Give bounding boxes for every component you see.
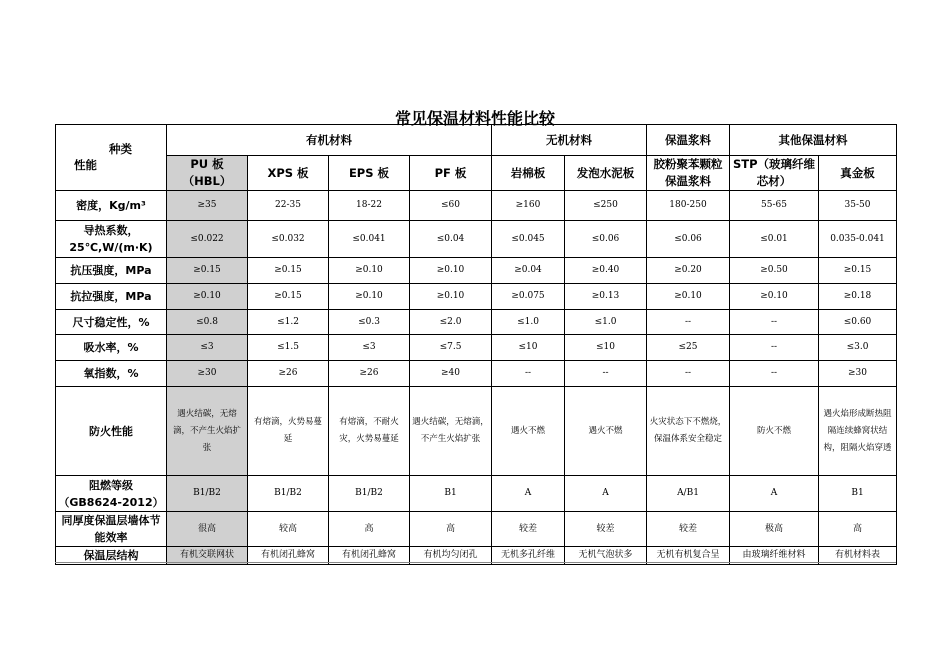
- table-cell: ≤1.0: [492, 310, 565, 335]
- table-cell: --: [565, 361, 647, 387]
- corner-header-cell: [56, 125, 167, 191]
- group-header-mortar: 保温浆料: [647, 125, 730, 156]
- table-cell: 有机材料表: [819, 547, 897, 565]
- group-header-organic: 有机材料: [167, 125, 492, 156]
- table-cell: ≥0.13: [565, 284, 647, 310]
- table-cell: --: [647, 361, 730, 387]
- table-cell: ≥40: [410, 361, 492, 387]
- table-cell: ≥0.10: [410, 258, 492, 284]
- table-cell: 较差: [492, 512, 565, 547]
- table-cell: B1: [410, 476, 492, 512]
- table-cell: ≤3: [167, 335, 248, 361]
- table-cell: 由玻璃纤维材料: [730, 547, 819, 565]
- table-cell: ≥0.10: [730, 284, 819, 310]
- row-label: 同厚度保温层墙体节能效率: [56, 512, 167, 547]
- corner-header-type: 种类: [109, 142, 132, 156]
- group-header-other: 其他保温材料: [730, 125, 897, 156]
- material-header: 岩棉板: [492, 156, 565, 191]
- material-header: PU 板（HBL）: [167, 156, 248, 191]
- corner-header-property: 性能: [74, 158, 97, 172]
- material-header: STP（玻璃纤维芯材）: [730, 156, 819, 191]
- document-title: 常见保温材料性能比较: [394, 109, 555, 128]
- table-cell: ≤0.04: [410, 221, 492, 258]
- table-cell: --: [492, 361, 565, 387]
- table-cell: 火灾状态下不燃烧，保温体系安全稳定: [647, 387, 730, 476]
- table-cell: 无机气泡状多: [565, 547, 647, 565]
- table-cell: 18-22: [329, 191, 410, 221]
- table-cell: ≤7.5: [410, 335, 492, 361]
- table-cell: 有机均匀闭孔: [410, 547, 492, 565]
- table-row: [56, 191, 897, 221]
- table-cell: 无机多孔纤维: [492, 547, 565, 565]
- row-label: 导热系数，25℃,W/(m·K): [56, 221, 167, 258]
- table-cell: 防火不燃: [730, 387, 819, 476]
- row-label: 氧指数，%: [56, 361, 167, 387]
- table-cell: ≤3.0: [819, 335, 897, 361]
- row-label: 防火性能: [56, 387, 167, 476]
- table-cell: ≥0.075: [492, 284, 565, 310]
- table-cell: --: [730, 361, 819, 387]
- table-cell: 0.035-0.041: [819, 221, 897, 258]
- table-cell: 高: [819, 512, 897, 547]
- table-cell: 遇火焰形成断热阻隔连续蜂窝状结构，阻隔火焰穿透: [819, 387, 897, 476]
- material-header: 真金板: [819, 156, 897, 191]
- table-row: [56, 310, 897, 335]
- table-cell: ≤0.60: [819, 310, 897, 335]
- table-cell: 很高: [167, 512, 248, 547]
- table-row: [56, 258, 897, 284]
- table-cell: ≥26: [329, 361, 410, 387]
- table-cell: ≤60: [410, 191, 492, 221]
- table-cell: ≥0.04: [492, 258, 565, 284]
- row-label: 抗压强度，MPa: [56, 258, 167, 284]
- table-cell: --: [730, 310, 819, 335]
- table-cell: 有机交联网状: [167, 547, 248, 565]
- table-cell: 遇火结碳，无熔滴，不产生火焰扩张: [410, 387, 492, 476]
- table-cell: ≤0.06: [565, 221, 647, 258]
- table-row: [56, 387, 897, 476]
- table-cell: A: [565, 476, 647, 512]
- table-cell: ≥0.50: [730, 258, 819, 284]
- page-bottom-rule: [55, 562, 896, 563]
- row-label: 尺寸稳定性，%: [56, 310, 167, 335]
- header-row-materials: [56, 156, 897, 191]
- table-cell: ≤2.0: [410, 310, 492, 335]
- table-cell: 22-35: [248, 191, 329, 221]
- table-cell: ≥0.15: [167, 258, 248, 284]
- table-cell: 遇火不燃: [492, 387, 565, 476]
- table-cell: ≤25: [647, 335, 730, 361]
- table-cell: B1/B2: [329, 476, 410, 512]
- row-label: 密度，Kg/m³: [56, 191, 167, 221]
- table-cell: 有机闭孔蜂窝: [248, 547, 329, 565]
- table-row: [56, 512, 897, 547]
- table-cell: ≥0.18: [819, 284, 897, 310]
- header-row-groups: [56, 125, 897, 156]
- material-header: 胶粉聚苯颗粒保温浆料: [647, 156, 730, 191]
- table-cell: ≥0.15: [248, 284, 329, 310]
- table-cell: ≤1.2: [248, 310, 329, 335]
- table-cell: ≤10: [492, 335, 565, 361]
- table-cell: --: [730, 335, 819, 361]
- table-cell: 高: [329, 512, 410, 547]
- row-label: 保温层结构: [56, 547, 167, 565]
- table-cell: 遇火不燃: [565, 387, 647, 476]
- table-cell: 无机有机复合呈: [647, 547, 730, 565]
- material-header: EPS 板: [329, 156, 410, 191]
- table-cell: ≥0.10: [647, 284, 730, 310]
- table-cell: --: [647, 310, 730, 335]
- table-cell: ≥0.10: [167, 284, 248, 310]
- table-cell: ≥0.10: [329, 284, 410, 310]
- comparison-table: [55, 124, 897, 565]
- table-cell: ≤10: [565, 335, 647, 361]
- table-cell: ≥0.15: [248, 258, 329, 284]
- table-cell: ≤1.5: [248, 335, 329, 361]
- table-cell: ≤1.0: [565, 310, 647, 335]
- table-cell: ≤3: [329, 335, 410, 361]
- table-cell: ≥0.20: [647, 258, 730, 284]
- table-cell: ≤0.041: [329, 221, 410, 258]
- material-header: PF 板: [410, 156, 492, 191]
- table-cell: 极高: [730, 512, 819, 547]
- table-cell: A: [492, 476, 565, 512]
- row-label: 吸水率，%: [56, 335, 167, 361]
- table-cell: ≤0.8: [167, 310, 248, 335]
- table-cell: ≤0.01: [730, 221, 819, 258]
- table-cell: 较差: [565, 512, 647, 547]
- row-label: 阻燃等级（GB8624-2012）: [56, 476, 167, 512]
- table-cell: ≤0.045: [492, 221, 565, 258]
- table-cell: ≥0.10: [410, 284, 492, 310]
- table-cell: A: [730, 476, 819, 512]
- table-cell: ≥30: [167, 361, 248, 387]
- table-cell: ≥26: [248, 361, 329, 387]
- table-cell: ≤0.022: [167, 221, 248, 258]
- row-label: 抗拉强度，MPa: [56, 284, 167, 310]
- table-cell: ≥0.10: [329, 258, 410, 284]
- table-cell: ≥0.15: [819, 258, 897, 284]
- table-cell: ≥0.40: [565, 258, 647, 284]
- table-cell: 55-65: [730, 191, 819, 221]
- table-cell: 遇火结碳，无熔滴，不产生火焰扩张: [167, 387, 248, 476]
- table-cell: ≥30: [819, 361, 897, 387]
- table-cell: 有机闭孔蜂窝: [329, 547, 410, 565]
- table-cell: B1/B2: [167, 476, 248, 512]
- table-cell: 35-50: [819, 191, 897, 221]
- table-cell: ≥160: [492, 191, 565, 221]
- table-row: [56, 221, 897, 258]
- table-cell: ≤0.3: [329, 310, 410, 335]
- table-cell: ≥35: [167, 191, 248, 221]
- table-cell: B1: [819, 476, 897, 512]
- table-cell: A/B1: [647, 476, 730, 512]
- material-header: 发泡水泥板: [565, 156, 647, 191]
- table-cell: 180-250: [647, 191, 730, 221]
- table-row: [56, 361, 897, 387]
- table-cell: 高: [410, 512, 492, 547]
- table-cell: ≤250: [565, 191, 647, 221]
- table-row: [56, 284, 897, 310]
- table-cell: 较高: [248, 512, 329, 547]
- table-row: [56, 335, 897, 361]
- table-cell: 有熔滴，火势易蔓延: [248, 387, 329, 476]
- table-cell: 较差: [647, 512, 730, 547]
- table-cell: B1/B2: [248, 476, 329, 512]
- table-cell: 有熔滴，不耐火灾，火势易蔓延: [329, 387, 410, 476]
- table-cell: ≤0.06: [647, 221, 730, 258]
- table-row: [56, 476, 897, 512]
- group-header-inorganic: 无机材料: [492, 125, 647, 156]
- material-header: XPS 板: [248, 156, 329, 191]
- table-cell: ≤0.032: [248, 221, 329, 258]
